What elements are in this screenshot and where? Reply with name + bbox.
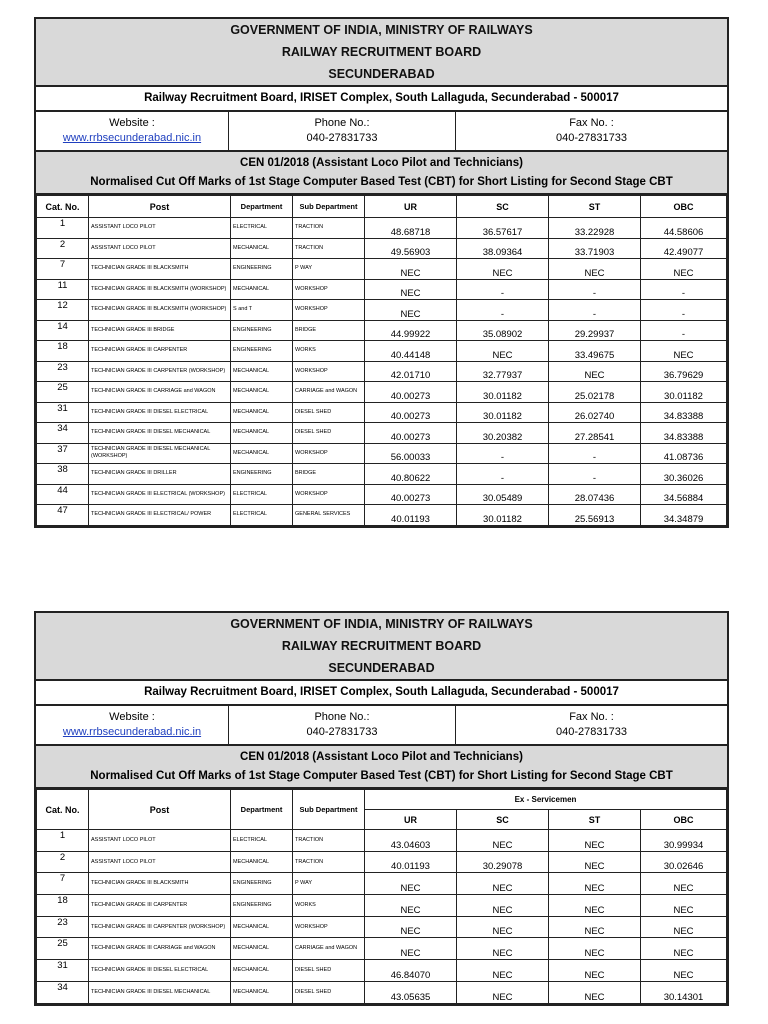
table-row (37, 279, 727, 300)
cell-cat: 2 (37, 851, 89, 873)
cell-dept: ELECTRICAL (231, 505, 293, 526)
cell-dept: MECHANICAL (231, 960, 293, 982)
cell-obc: 42.49077 (641, 238, 727, 259)
cell-st: NEC (549, 916, 641, 938)
notice-band (36, 746, 727, 789)
cell-sc: NEC (457, 341, 549, 362)
cell-st: 33.71903 (549, 238, 641, 259)
website-label: Website : (109, 711, 155, 723)
cell-obc: 30.14301 (641, 981, 727, 1003)
cell-st: 25.02178 (549, 382, 641, 403)
fax-value: 040-27831733 (556, 726, 627, 738)
table-row (37, 259, 727, 280)
cell-post: TECHNICIAN GRADE III BLACKSMITH (WORKSHOP) (89, 279, 231, 300)
cell-obc: 36.79629 (641, 361, 727, 382)
cell-obc: - (641, 279, 727, 300)
cell-dept: ENGINEERING (231, 341, 293, 362)
cell-st: 27.28541 (549, 423, 641, 444)
cell-sub: P WAY (293, 873, 365, 895)
cell-cat: 12 (37, 300, 89, 321)
cell-dept: MECHANICAL (231, 443, 293, 464)
cell-cat: 7 (37, 259, 89, 280)
cen-subtitle: Normalised Cut Off Marks of 1st Stage Computer Based Test (CBT) for Short Listing for Second Stage CBT (90, 175, 673, 188)
cell-cat: 1 (37, 218, 89, 239)
cell-obc: NEC (641, 873, 727, 895)
cell-sc: 35.08902 (457, 320, 549, 341)
board-title: RAILWAY RECRUITMENT BOARD (281, 45, 482, 59)
city-title: SECUNDERABAD (328, 67, 435, 81)
cell-sc: NEC (457, 960, 549, 982)
cell-sub: DIESEL SHED (293, 960, 365, 982)
cell-st: NEC (549, 361, 641, 382)
cell-cat: 18 (37, 895, 89, 917)
table-row (37, 938, 727, 960)
cell-obc: NEC (641, 341, 727, 362)
cell-post: TECHNICIAN GRADE III CARRIAGE and WAGON (89, 938, 231, 960)
cell-post: TECHNICIAN GRADE III DIESEL ELECTRICAL (89, 402, 231, 423)
cell-st: - (549, 300, 641, 321)
cutoff-sheet-ex-servicemen (34, 611, 729, 1006)
cell-dept: MECHANICAL (231, 238, 293, 259)
cell-post: ASSISTANT LOCO PILOT (89, 851, 231, 873)
table-row (37, 916, 727, 938)
cell-dept: MECHANICAL (231, 402, 293, 423)
cell-obc: 30.36026 (641, 464, 727, 485)
cutoff-table-exsm (36, 789, 727, 1004)
cell-dept: MECHANICAL (231, 279, 293, 300)
cell-obc: 34.83388 (641, 402, 727, 423)
cell-dept: ELECTRICAL (231, 484, 293, 505)
cell-cat: 23 (37, 916, 89, 938)
cell-sub: WORKSHOP (293, 484, 365, 505)
cell-sc: - (457, 300, 549, 321)
col-ur: UR (365, 810, 457, 830)
cell-ur: 40.00273 (365, 423, 457, 444)
cell-dept: MECHANICAL (231, 382, 293, 403)
cell-cat: 38 (37, 464, 89, 485)
cell-obc: NEC (641, 938, 727, 960)
table-row (37, 320, 727, 341)
title-band (36, 19, 727, 87)
cell-post: TECHNICIAN GRADE III ELECTRICAL/ POWER (89, 505, 231, 526)
cell-post: TECHNICIAN GRADE III DIESEL MECHANICAL (WORKSHOP) (89, 443, 231, 464)
cell-dept: ENGINEERING (231, 895, 293, 917)
cell-obc: - (641, 300, 727, 321)
title-band (36, 613, 727, 681)
cell-sc: NEC (457, 873, 549, 895)
cell-cat: 37 (37, 443, 89, 464)
cell-ur: NEC (365, 259, 457, 280)
cell-cat: 11 (37, 279, 89, 300)
phone-value: 040-27831733 (306, 726, 378, 738)
cell-obc: 34.56884 (641, 484, 727, 505)
cell-sc: 30.01182 (457, 382, 549, 403)
cell-ur: 56.00033 (365, 443, 457, 464)
cen-title: CEN 01/2018 (Assistant Loco Pilot and Technicians) (240, 750, 523, 763)
col-cat: Cat. No. (37, 790, 89, 830)
cell-ur: NEC (365, 938, 457, 960)
notice-band (36, 152, 727, 195)
cell-cat: 25 (37, 382, 89, 403)
col-sc: SC (457, 196, 549, 218)
cell-obc: NEC (641, 916, 727, 938)
fax-value: 040-27831733 (556, 132, 627, 144)
cell-sub: WORKSHOP (293, 443, 365, 464)
cell-post: TECHNICIAN GRADE III CARPENTER (89, 895, 231, 917)
cell-st: 28.07436 (549, 484, 641, 505)
cell-cat: 34 (37, 423, 89, 444)
gov-title: GOVERNMENT OF INDIA, MINISTRY OF RAILWAYS (230, 617, 533, 631)
cell-st: - (549, 279, 641, 300)
cell-sub: TRACTION (293, 830, 365, 852)
cell-sub: BRIDGE (293, 320, 365, 341)
cell-ur: 40.00273 (365, 402, 457, 423)
cell-ur: NEC (365, 895, 457, 917)
cell-sub: TRACTION (293, 218, 365, 239)
cell-cat: 31 (37, 960, 89, 982)
cell-post: TECHNICIAN GRADE III BRIDGE (89, 320, 231, 341)
address: Railway Recruitment Board, IRISET Complex, South Lallaguda, Secunderabad - 500017 (36, 87, 727, 112)
table-row (37, 505, 727, 526)
cell-sub: WORKS (293, 341, 365, 362)
cell-dept: S and T (231, 300, 293, 321)
cell-sub: CARRIAGE and WAGON (293, 382, 365, 403)
cell-dept: MECHANICAL (231, 423, 293, 444)
cell-st: NEC (549, 960, 641, 982)
cell-ur: 49.56903 (365, 238, 457, 259)
cell-ur: 44.99922 (365, 320, 457, 341)
cell-st: 33.22928 (549, 218, 641, 239)
fax-label: Fax No. : (569, 117, 614, 129)
cell-sc: 30.29078 (457, 851, 549, 873)
cell-cat: 34 (37, 981, 89, 1003)
cell-ur: 42.01710 (365, 361, 457, 382)
cell-st: NEC (549, 938, 641, 960)
cell-st: 29.29937 (549, 320, 641, 341)
city-title: SECUNDERABAD (328, 661, 435, 675)
cell-cat: 31 (37, 402, 89, 423)
cell-sub: P WAY (293, 259, 365, 280)
website-label: Website : (109, 117, 155, 129)
col-subdept: Sub Department (293, 196, 365, 218)
cell-post: TECHNICIAN GRADE III CARRIAGE and WAGON (89, 382, 231, 403)
cell-st: NEC (549, 830, 641, 852)
cell-sub: WORKSHOP (293, 300, 365, 321)
col-st: ST (549, 810, 641, 830)
table-row (37, 238, 727, 259)
cell-sub: BRIDGE (293, 464, 365, 485)
cell-dept: MECHANICAL (231, 361, 293, 382)
cell-cat: 25 (37, 938, 89, 960)
table-row (37, 300, 727, 321)
cell-sub: DIESEL SHED (293, 402, 365, 423)
cell-post: TECHNICIAN GRADE III CARPENTER (WORKSHOP) (89, 916, 231, 938)
cell-sub: GENERAL SERVICES (293, 505, 365, 526)
col-cat: Cat. No. (37, 196, 89, 218)
table-row (37, 218, 727, 239)
cell-post: TECHNICIAN GRADE III BLACKSMITH (89, 259, 231, 280)
cell-sc: NEC (457, 830, 549, 852)
cell-obc: 34.83388 (641, 423, 727, 444)
col-st: ST (549, 196, 641, 218)
phone-label: Phone No.: (314, 711, 370, 723)
table-row (37, 443, 727, 464)
cell-st: NEC (549, 981, 641, 1003)
cell-obc: 30.02646 (641, 851, 727, 873)
cell-dept: ENGINEERING (231, 464, 293, 485)
cell-sc: NEC (457, 916, 549, 938)
table-row (37, 341, 727, 362)
cell-ur: 40.00273 (365, 484, 457, 505)
cell-cat: 44 (37, 484, 89, 505)
table-row (37, 402, 727, 423)
cell-dept: MECHANICAL (231, 916, 293, 938)
col-obc: OBC (641, 196, 727, 218)
cell-dept: ENGINEERING (231, 320, 293, 341)
cell-dept: ENGINEERING (231, 259, 293, 280)
cell-sub: WORKSHOP (293, 916, 365, 938)
cell-post: ASSISTANT LOCO PILOT (89, 830, 231, 852)
cell-sc: 30.20382 (457, 423, 549, 444)
cell-sub: CARRIAGE and WAGON (293, 938, 365, 960)
cell-ur: 43.04603 (365, 830, 457, 852)
col-ur: UR (365, 196, 457, 218)
cell-dept: MECHANICAL (231, 981, 293, 1003)
cell-st: NEC (549, 873, 641, 895)
cell-ur: NEC (365, 916, 457, 938)
cell-ur: 43.05635 (365, 981, 457, 1003)
cell-sc: - (457, 443, 549, 464)
cell-post: ASSISTANT LOCO PILOT (89, 218, 231, 239)
col-dept: Department (231, 790, 293, 830)
contact-row (36, 112, 727, 152)
cell-post: TECHNICIAN GRADE III DRILLER (89, 464, 231, 485)
cell-post: TECHNICIAN GRADE III CARPENTER (WORKSHOP) (89, 361, 231, 382)
cell-sub: WORKSHOP (293, 279, 365, 300)
board-title: RAILWAY RECRUITMENT BOARD (281, 639, 482, 653)
cell-sub: WORKS (293, 895, 365, 917)
cell-ur: 46.84070 (365, 960, 457, 982)
cell-ur: 48.68718 (365, 218, 457, 239)
cell-st: NEC (549, 259, 641, 280)
cell-obc: NEC (641, 960, 727, 982)
fax-label: Fax No. : (569, 711, 614, 723)
phone-label: Phone No.: (314, 117, 370, 129)
table-row (37, 423, 727, 444)
cell-post: TECHNICIAN GRADE III DIESEL MECHANICAL (89, 981, 231, 1003)
table-row (37, 464, 727, 485)
cell-cat: 18 (37, 341, 89, 362)
col-post: Post (89, 196, 231, 218)
col-obc: OBC (641, 810, 727, 830)
cell-dept: ENGINEERING (231, 873, 293, 895)
cell-ur: NEC (365, 873, 457, 895)
cell-ur: 40.00273 (365, 382, 457, 403)
cell-sub: DIESEL SHED (293, 981, 365, 1003)
cell-sc: - (457, 279, 549, 300)
cutoff-sheet-general (34, 17, 729, 528)
cen-title: CEN 01/2018 (Assistant Loco Pilot and Technicians) (240, 156, 523, 169)
address: Railway Recruitment Board, IRISET Complex, South Lallaguda, Secunderabad - 500017 (36, 681, 727, 706)
cell-sub: TRACTION (293, 238, 365, 259)
cell-ur: 40.44148 (365, 341, 457, 362)
cell-obc: 34.34879 (641, 505, 727, 526)
cell-dept: MECHANICAL (231, 851, 293, 873)
cell-cat: 7 (37, 873, 89, 895)
cell-sc: 38.09364 (457, 238, 549, 259)
cell-obc: NEC (641, 895, 727, 917)
cell-ur: 40.01193 (365, 851, 457, 873)
cell-st: - (549, 443, 641, 464)
cell-sc: 36.57617 (457, 218, 549, 239)
cell-st: 33.49675 (549, 341, 641, 362)
cell-post: TECHNICIAN GRADE III DIESEL MECHANICAL (89, 423, 231, 444)
cell-sc: 30.05489 (457, 484, 549, 505)
cell-ur: 40.01193 (365, 505, 457, 526)
cell-dept: MECHANICAL (231, 938, 293, 960)
col-dept: Department (231, 196, 293, 218)
table-row (37, 484, 727, 505)
cell-st: NEC (549, 851, 641, 873)
cell-ur: NEC (365, 300, 457, 321)
website-link[interactable]: www.rrbsecunderabad.nic.in (62, 726, 202, 738)
cell-sub: TRACTION (293, 851, 365, 873)
col-sc: SC (457, 810, 549, 830)
cell-post: ASSISTANT LOCO PILOT (89, 238, 231, 259)
cell-dept: ELECTRICAL (231, 218, 293, 239)
cell-cat: 2 (37, 238, 89, 259)
cell-sub: WORKSHOP (293, 361, 365, 382)
cell-sc: 30.01182 (457, 402, 549, 423)
table-row (37, 960, 727, 982)
cell-obc: 30.01182 (641, 382, 727, 403)
cell-obc: NEC (641, 259, 727, 280)
cell-ur: 40.80622 (365, 464, 457, 485)
contact-row (36, 706, 727, 746)
cell-sc: NEC (457, 895, 549, 917)
cell-obc: 30.99934 (641, 830, 727, 852)
table-row (37, 382, 727, 403)
cell-st: 26.02740 (549, 402, 641, 423)
cell-post: TECHNICIAN GRADE III CARPENTER (89, 341, 231, 362)
cell-ur: NEC (365, 279, 457, 300)
cell-st: - (549, 464, 641, 485)
cell-cat: 23 (37, 361, 89, 382)
cell-st: NEC (549, 895, 641, 917)
website-link[interactable]: www.rrbsecunderabad.nic.in (62, 132, 202, 144)
phone-value: 040-27831733 (306, 132, 378, 144)
cell-sc: 30.01182 (457, 505, 549, 526)
table-row (37, 873, 727, 895)
table-row (37, 981, 727, 1003)
cell-dept: ELECTRICAL (231, 830, 293, 852)
col-subdept: Sub Department (293, 790, 365, 830)
table-row (37, 851, 727, 873)
cutoff-table (36, 195, 727, 526)
cell-cat: 14 (37, 320, 89, 341)
cell-post: TECHNICIAN GRADE III BLACKSMITH (89, 873, 231, 895)
cell-sc: NEC (457, 938, 549, 960)
table-row (37, 361, 727, 382)
gov-title: GOVERNMENT OF INDIA, MINISTRY OF RAILWAYS (230, 23, 533, 37)
cell-obc: 44.58606 (641, 218, 727, 239)
cell-sc: 32.77937 (457, 361, 549, 382)
table-row (37, 895, 727, 917)
cell-cat: 47 (37, 505, 89, 526)
table-row (37, 830, 727, 852)
cen-subtitle: Normalised Cut Off Marks of 1st Stage Computer Based Test (CBT) for Short Listing for Second Stage CBT (90, 769, 673, 782)
cell-sc: NEC (457, 259, 549, 280)
cell-post: TECHNICIAN GRADE III ELECTRICAL (WORKSHOP) (89, 484, 231, 505)
cell-obc: 41.08736 (641, 443, 727, 464)
cell-sc: NEC (457, 981, 549, 1003)
cell-obc: - (641, 320, 727, 341)
cell-sc: - (457, 464, 549, 485)
cell-cat: 1 (37, 830, 89, 852)
col-post: Post (89, 790, 231, 830)
cell-sub: DIESEL SHED (293, 423, 365, 444)
cell-post: TECHNICIAN GRADE III BLACKSMITH (WORKSHOP) (89, 300, 231, 321)
cell-st: 25.56913 (549, 505, 641, 526)
group-ex-servicemen: Ex - Servicemen (365, 790, 727, 810)
cell-post: TECHNICIAN GRADE III DIESEL ELECTRICAL (89, 960, 231, 982)
